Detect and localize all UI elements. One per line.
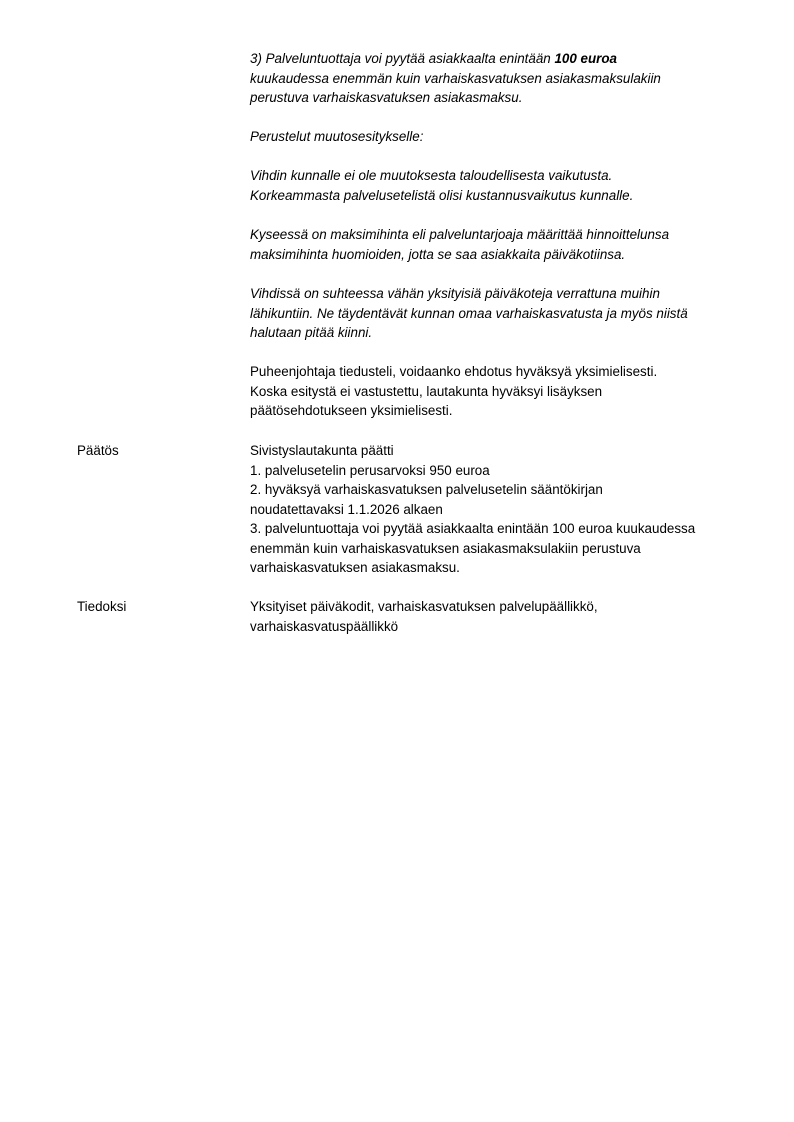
rationale-p3-line-1: Vihdissä on suhteessa vähän yksityisiä päiväkoteja verrattuna muihin: [250, 286, 660, 301]
rationale-p2-line-2: maksimihinta huomioiden, jotta se saa asiakkaita päiväkotiinsa.: [250, 246, 626, 262]
rationale-heading-text: Perustelut muutosesitykselle:: [250, 129, 424, 144]
rationale-paragraph-3: [250, 284, 750, 343]
for-information-line: varhaiskasvatuspäällikkö: [250, 618, 399, 634]
rationale-paragraph-2: [250, 225, 750, 264]
proposal-item-3-text: 3) Palveluntuottaja voi pyytää asiakkaalta enintään: [250, 51, 555, 66]
chair-note-line-2: Koska esitystä ei vastustettu, lautakunta hyväksyi lisäyksen: [250, 383, 603, 399]
proposal-item-3: [250, 49, 750, 108]
chair-note-line-3: päätösehdotukseen yksimielisesti.: [250, 403, 453, 418]
rationale-p3-line-3: halutaan pitää kiinni.: [250, 325, 373, 340]
decision-label: Päätös: [77, 443, 119, 458]
rationale-p2-line-1: Kyseessä on maksimihinta eli palveluntarjoaja määrittää hinnoittelunsa: [250, 227, 670, 242]
decision-line: 2. hyväksyä varhaiskasvatuksen palvelusetelin sääntökirjan: [250, 482, 603, 497]
chair-note-line-1: Puheenjohtaja tiedusteli, voidaanko ehdotus hyväksyä yksimielisesti.: [250, 364, 658, 379]
rationale-paragraph-1: [250, 166, 750, 205]
decision-line: 3. palveluntuottaja voi pyytää asiakkaalta enintään 100 euroa kuukaudessa: [250, 521, 696, 536]
rationale-p3-line-2: lähikuntiin. Ne täydentävät kunnan omaa varhaiskasvatusta ja myös niistä: [250, 305, 688, 321]
proposal-item-3-line-3: perustuva varhaiskasvatuksen asiakasmaksu.: [250, 90, 523, 105]
proposal-item-3-line-2: kuukaudessa enemmän kuin varhaiskasvatuksen asiakasmaksulakiin: [250, 70, 661, 86]
decision-line: enemmän kuin varhaiskasvatuksen asiakasmaksulakiin perustuva: [250, 540, 641, 556]
decision-line: Sivistyslautakunta päätti: [250, 443, 394, 458]
rationale-p1-line-1: Vihdin kunnalle ei ole muutoksesta taloudellisesta vaikutusta.: [250, 168, 613, 183]
proposal-item-3-line-1: [250, 49, 750, 69]
decision-line: varhaiskasvatuksen asiakasmaksu.: [250, 560, 460, 575]
decision-line: noudatettavaksi 1.1.2026 alkaen: [250, 501, 443, 517]
rationale-heading: [250, 127, 750, 147]
for-information-body: [250, 597, 750, 636]
for-information-line: Yksityiset päiväkodit, varhaiskasvatuksen palvelupäällikkö,: [250, 599, 598, 614]
amount-emphasis: 100 euroa: [554, 51, 617, 66]
chair-note: [250, 362, 750, 421]
decision-body: [250, 441, 750, 578]
rationale-p1-line-2: Korkeammasta palvelusetelistä olisi kustannusvaikutus kunnalle.: [250, 187, 634, 203]
for-information-label: Tiedoksi: [77, 599, 127, 614]
decision-line: 1. palvelusetelin perusarvoksi 950 euroa: [250, 462, 490, 478]
